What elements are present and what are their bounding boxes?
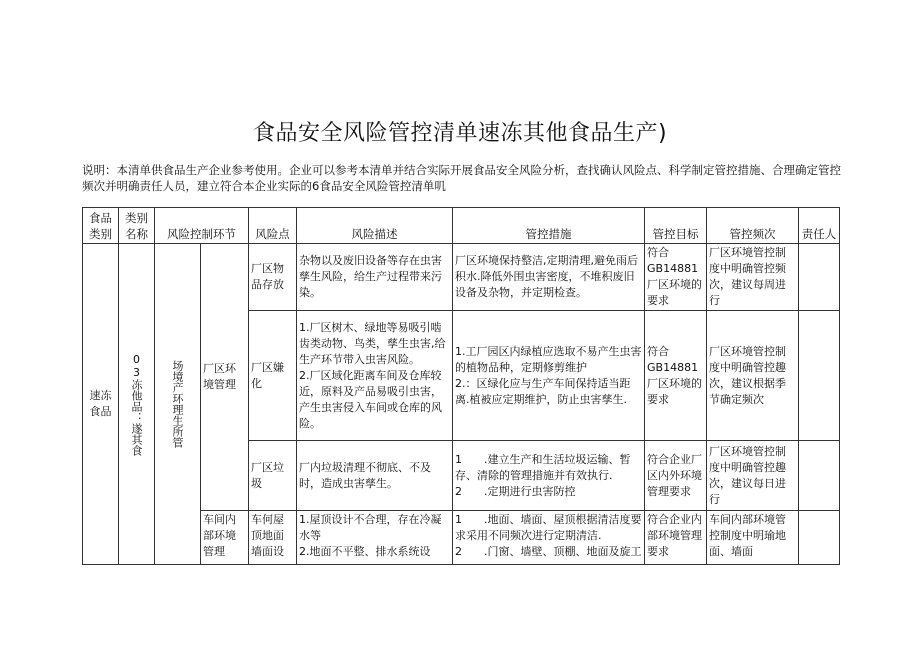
header-measures: 管控措施 (453, 208, 645, 244)
target-cell: 符合企业厂区内外环境管理要求 (645, 441, 707, 511)
risk-desc-cell: 1.屋顶设计不合理，存在冷凝水等 2.地面不平整、排水系统设 (297, 511, 453, 565)
risk-control-table (82, 207, 840, 565)
responsible-cell (799, 511, 840, 565)
frequency-cell: 车间内部环境管控制度中明瑜地面、墙面 (707, 511, 799, 565)
risk-desc-cell: 杂物以及废旧设备等存在虫害孳生风险，给生产过程带来污染。 (297, 244, 453, 311)
page-title: 食品安全风险管控清单速冻其他食品生产) (252, 121, 668, 146)
target-cell: 符合GB14881厂区环境的要求 (645, 244, 707, 311)
responsible-cell (799, 441, 840, 511)
frequency-cell: 厂区环境管控制度中明确管控频次，建议每周进行 (707, 244, 799, 311)
header-food-category: 食品类别 (83, 208, 119, 244)
frequency-cell: 厂区环境管控制度中明确管控趣次，建议每日进行 (707, 441, 799, 511)
header-risk-desc: 风险描述 (297, 208, 453, 244)
intro-text: 说明：本清单供食品生产企业参考使用。企业可以参考本清单并结合实际开展食品安全风险分析，查找确认风险点、科学制定管控措施、合理确定管控频次并明确责任人员，建立符合本企业实际的6食品安全风险管控清单叽 (82, 163, 841, 193)
risk-point-cell: 厂区嫌化 (249, 311, 297, 441)
control-link-text: 场境产环理生所管 (171, 360, 184, 448)
frequency-cell: 厂区环境管控制度中明确管控趣次，建议根据季节确定频次 (707, 311, 799, 441)
responsible-cell (799, 244, 840, 311)
measures-cell: 1 .建立生产和生活垃圾运输、暂存、清除的管理措施并有效执行. 2 .定期进行虫害防控 (453, 441, 645, 511)
risk-desc-cell: 1.厂区树木、绿地等易吸引啮齿类动物、鸟类，孳生虫害,给生产环节带入虫害风险。 2.厂区域化距离车间及仓库较近，原料及产品易吸引虫害，产生虫害侵入车间或仓库的风险。 (297, 311, 453, 441)
control-link-cell (155, 244, 201, 565)
measures-cell: 厂区环境保持整洁,定期清理,避免雨后积水.降低外围虫害密度，不堆积废旧设备及杂物，并定期检查。 (453, 244, 645, 311)
measures-cell: 1 .地面、墙面、屋顶根据清洁度要求采用不同频次进行定期清洁. 2 .门窗、墙壁、顶棚、地面及旋工 (453, 511, 645, 565)
risk-point-cell: 车何屋顶地面墙面设 (249, 511, 297, 565)
header-responsible: 责任人 (799, 208, 840, 244)
header-target: 管控目标 (645, 208, 707, 244)
target-cell: 符合企业内部环境管理要求 (645, 511, 707, 565)
table-row (83, 244, 840, 311)
header-control-link: 风险控制环节 (155, 208, 249, 244)
header-row (83, 208, 840, 244)
food-category-cell: 速冻食品 (83, 244, 119, 565)
header-category-name: 类别名称 (119, 208, 155, 244)
risk-point-cell: 厂区物品存放 (249, 244, 297, 311)
risk-point-cell: 厂区垃圾 (249, 441, 297, 511)
measures-cell: 1.工厂园区内绿植应选取不易产生虫害的植物品种，定期修剪维护 2.：区绿化应与生产车间保持适当距离.植被应定期维护，防止虫害孳生. (453, 311, 645, 441)
target-cell: 符合GB14881厂区环境的要求 (645, 311, 707, 441)
risk-desc-cell: 厂内垃圾清理不彻底、不及时，造成虫害孳生。 (297, 441, 453, 511)
responsible-cell (799, 311, 840, 441)
header-frequency: 管控频次 (707, 208, 799, 244)
sub-area-cell: 车间内部环境管理 (201, 511, 249, 565)
header-risk-point: 风险点 (249, 208, 297, 244)
sub-area-cell: 厂区环境管理 (201, 244, 249, 511)
category-name-text: 03冻他品：遂其食 (130, 352, 143, 456)
category-name-cell (119, 244, 155, 565)
